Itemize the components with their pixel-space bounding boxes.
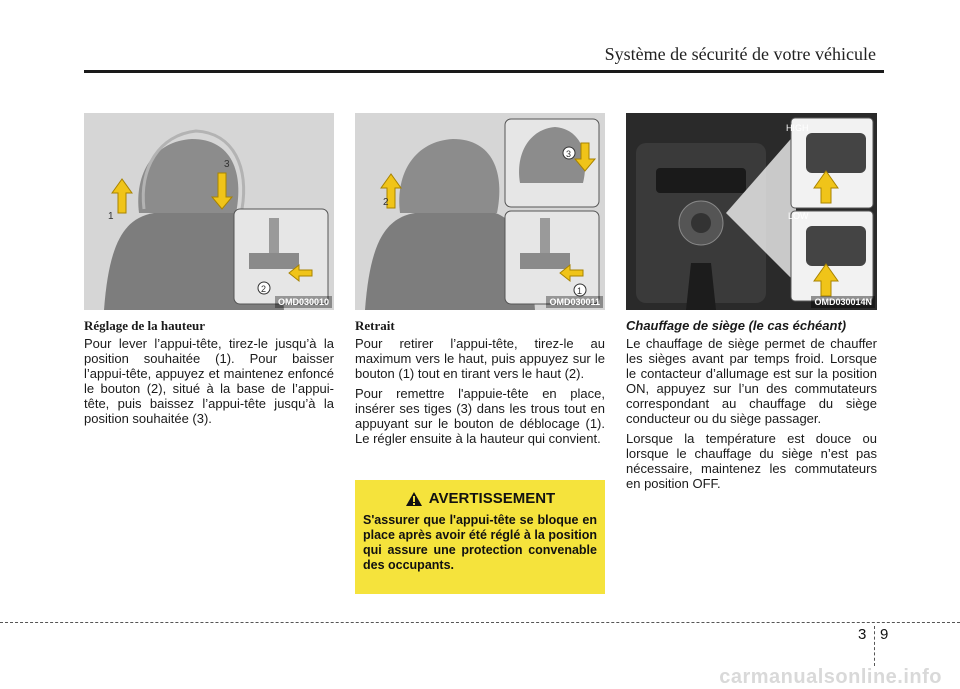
figure1-label-3: 3 [224, 159, 230, 170]
header-rule [84, 70, 884, 73]
figure2-label-1: 1 [577, 286, 583, 296]
paragraph: Lorsque la température est douce ou lorsque le chauffage du siège n’est pas nécessaire, maintenez les commutateurs en position OFF. [626, 431, 877, 491]
warning-text: S'assurer que l'appui-tête se bloque en place après avoir été réglé à la position qui assure une protection convenable des occupants. [363, 513, 597, 572]
warning-header [363, 490, 597, 507]
section-removal [355, 318, 605, 451]
paragraph: Pour remettre l'appuie-tête en place, insérer ses tiges (3) dans les trous tout en appuyant sur le bouton de déblocage (1). Le régler ensuite à la hauteur qui convient. [355, 386, 605, 446]
section-title: Chauffage de siège (le cas échéant) [626, 318, 847, 333]
figure3-label-high: HIGH [786, 123, 809, 133]
page-number: 9 [880, 626, 889, 643]
page-header-title: Système de sécurité de votre véhicule [604, 44, 876, 64]
figure-headrest-height [84, 113, 334, 310]
warning-triangle-icon [405, 491, 423, 507]
headrest-height-illustration [84, 113, 334, 310]
paragraph: Le chauffage de siège permet de chauffer les sièges avant par temps froid. Lorsque le contacteur d’allumage est sur la position ON, appuyez sur l’un des commutateurs correspondant au chauffage du siège conducteur ou du siège passager. [626, 336, 877, 426]
figure-seat-heater [626, 113, 877, 310]
footer-divider [0, 622, 960, 623]
page-number-separator [874, 626, 875, 666]
section-height-adjustment [84, 318, 334, 431]
headrest-removal-illustration [355, 113, 605, 310]
paragraph: Pour lever l’appui-tête, tirez-le jusqu’à la position souhaitée (1). Pour baisser l’appui-tête, appuyez et maintenez enfoncé le bouton (2), situé à la base de l’appui-tête, puis baissez l’appui-tête jusqu’à la position souhaitée (3). [84, 336, 334, 426]
watermark: carmanualsonline.info [719, 666, 942, 688]
figure-code: OMD030011 [546, 296, 603, 308]
figure2-label-2: 2 [383, 197, 389, 208]
figure2-label-3: 3 [566, 149, 572, 159]
chapter-number: 3 [858, 626, 867, 643]
figure1-label-1: 1 [108, 211, 114, 222]
paragraph: Pour retirer l’appui-tête, tirez-le au maximum vers le haut, puis appuyez sur le bouton (1) tout en tirant vers le haut (2). [355, 336, 605, 381]
section-title: Réglage de la hauteur [84, 318, 205, 333]
seat-heater-illustration [626, 113, 877, 310]
figure1-label-2: 2 [261, 284, 267, 294]
figure-code: OMD030010 [275, 296, 332, 308]
warning-title: AVERTISSEMENT [428, 490, 556, 507]
section-seat-heater [626, 318, 877, 496]
section-title: Retrait [355, 318, 395, 333]
figure3-label-low: LOW [788, 211, 809, 221]
figure-code: OMD030014N [811, 296, 875, 308]
figure-headrest-removal [355, 113, 605, 310]
warning-box [355, 480, 605, 594]
